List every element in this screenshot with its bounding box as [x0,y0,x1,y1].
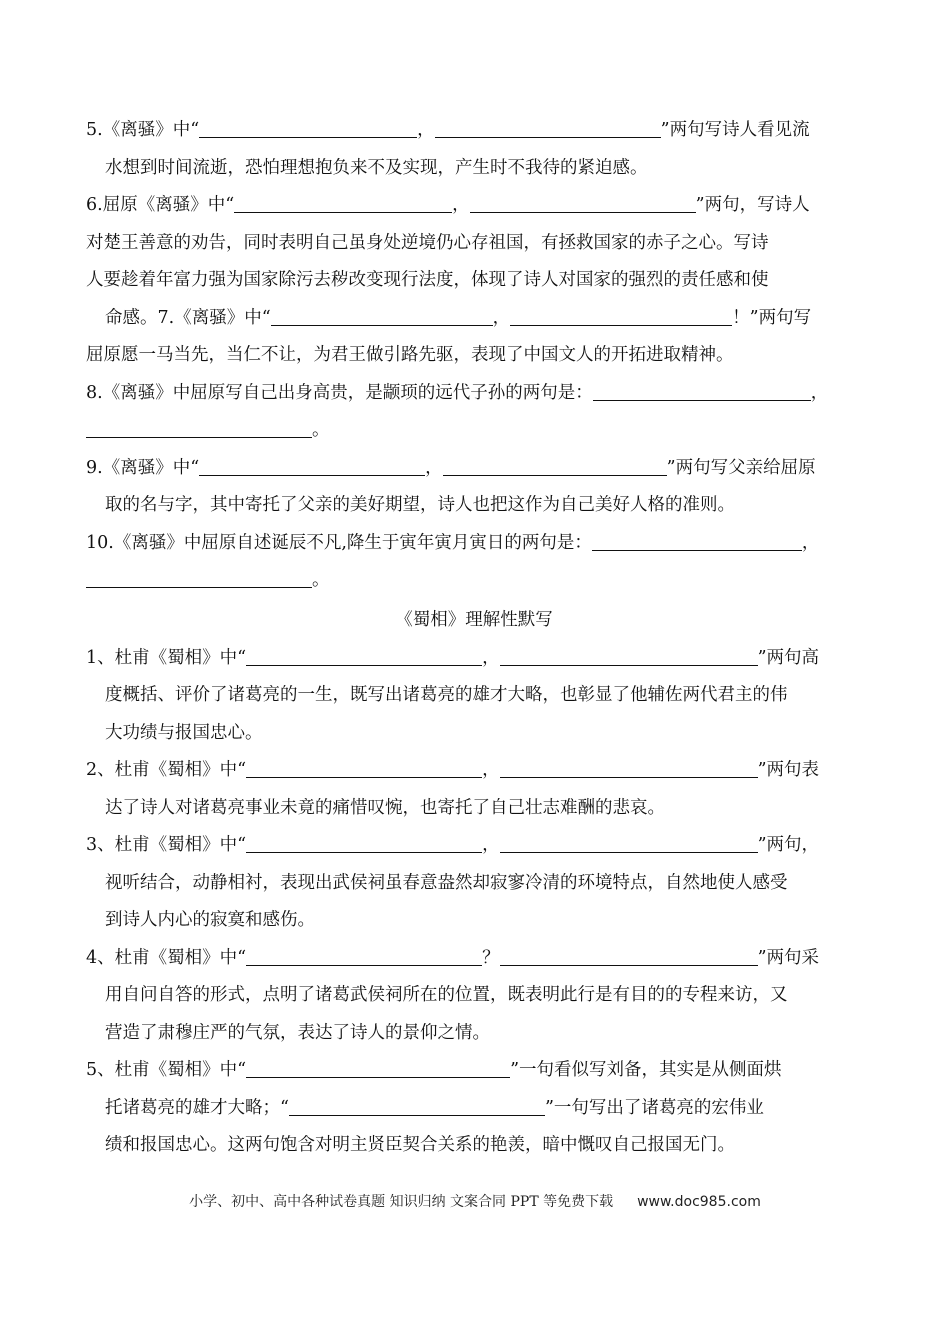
question-text: ”两句采 [757,947,820,968]
question-text: 度概括、评价了诸葛亮的一生，既写出诸葛亮的雄才大略，也彰显了他辅佐两代君主的伟 [105,685,788,705]
line [86,375,862,413]
question-text: ？ [482,947,500,968]
question-text: 人要趁着年富力强为国家除污去秽改变现行法度，体现了诗人对国家的强烈的责任感和使 [86,270,769,290]
answer-blank[interactable] [510,305,732,326]
question-text: 到诗人内心的寂寞和感伤。 [105,910,315,930]
question-text: 1、杜甫《蜀相》中“ [86,647,247,668]
question-text: ， [452,195,470,215]
line [86,300,862,338]
question-shuxiang-2 [86,752,862,827]
question-lisao-9 [86,450,862,525]
line [86,827,862,865]
line [86,640,862,678]
line [86,412,862,450]
answer-blank[interactable] [592,530,802,551]
answer-blank[interactable] [500,832,758,853]
question-text: ， [482,835,500,855]
question-text: ”两句表 [757,760,820,780]
line [86,450,862,488]
question-text: ”两句高 [757,647,820,668]
question-text: 。 [312,570,330,590]
question-text: 。 [312,420,330,440]
question-text: 4、杜甫《蜀相》中“ [86,947,247,968]
question-text: ， [810,382,829,403]
answer-blank[interactable] [443,455,667,476]
answer-blank[interactable] [246,832,482,853]
question-text: ”一句写出了诸葛亮的宏伟业 [544,1097,764,1118]
answer-blank[interactable] [246,1057,510,1078]
question-text: ， [482,647,500,668]
answer-blank[interactable] [86,567,312,588]
question-text: 8.《离骚》中屈原写自己出身高贵，是颛顼的远代子孙的两句是： [86,382,593,403]
question-text: ”两句，写诗人 [695,195,810,215]
page-footer [0,1190,950,1214]
answer-blank[interactable] [234,192,452,213]
answer-blank[interactable] [271,305,493,326]
question-text: 用自问自答的形式，点明了诸葛武侯祠所在的位置，既表明此行是有目的的专程来访，又 [105,985,788,1005]
question-shuxiang-4 [86,940,862,1053]
question-text: 10.《离骚》中屈原自述诞辰不凡,降生于寅年寅月寅日的两句是： [86,532,592,553]
question-shuxiang-5 [86,1052,862,1165]
line [86,562,862,600]
question-text: ， [417,120,435,140]
question-lisao-8 [86,375,862,450]
question-text: 达了诗人对诸葛亮事业未竟的痛惜叹惋，也寄托了自己壮志难酬的悲哀。 [105,797,665,818]
question-text: 9.《离骚》中“ [86,457,200,478]
question-text: 3、杜甫《蜀相》中“ [86,835,247,855]
question-text: 取的名与字，其中寄托了父亲的美好期望，诗人也把这作为自己美好人格的准则。 [105,495,735,515]
question-lisao-6 [86,187,862,375]
question-shuxiang-1 [86,640,862,753]
question-text: 2、杜甫《蜀相》中“ [86,760,247,780]
question-text: ！”两句写 [732,307,812,328]
line [86,112,862,150]
line [86,525,862,563]
question-text: ”两句， [757,835,820,855]
line [86,1090,862,1128]
question-text: 命感。7.《离骚》中“ [105,307,271,328]
line [86,940,862,978]
question-text: ”两句写诗人看见流 [660,120,810,140]
footer-site-link[interactable]: www.doc985.com [637,1194,761,1210]
question-text: ， [425,457,443,478]
question-text: 对楚王善意的劝告，同时表明自己虽身处逆境仍心存祖国，有拯救国家的赤子之心。写诗 [86,232,769,253]
document-content [86,112,862,1165]
answer-blank[interactable] [470,192,696,213]
question-text: ”一句看似写刘备，其实是从侧面烘 [510,1060,782,1080]
question-text: 5、杜甫《蜀相》中“ [86,1060,247,1080]
question-lisao-10 [86,525,862,600]
question-shuxiang-3 [86,827,862,940]
question-text: 视听结合，动静相衬，表现出武侯祠虽春意盎然却寂寥冷清的环境特点，自然地使人感受 [105,872,788,893]
question-text: 6.屈原《离骚》中“ [86,195,235,215]
question-text: 大功绩与报国忠心。 [105,722,263,743]
question-text: ， [801,532,820,553]
answer-blank[interactable] [500,757,758,778]
answer-blank[interactable] [199,455,425,476]
question-text: 水想到时间流逝，恐怕理想抱负来不及实现，产生时不我待的紧迫感。 [105,157,648,178]
answer-blank[interactable] [289,1095,545,1116]
line [86,752,862,790]
question-text: 绩和报国忠心。这两句饱含对明主贤臣契合关系的艳羡，暗中慨叹自己报国无门。 [105,1135,735,1155]
line [86,187,862,225]
footer-text: 小学、初中、高中各种试卷真题 知识归纳 文案合同 PPT 等免费下载 [189,1194,614,1210]
question-text: 托诸葛亮的雄才大略；“ [105,1097,289,1118]
question-lisao-5 [86,112,862,187]
question-text: ”两句写父亲给屈原 [666,457,816,478]
answer-blank[interactable] [500,645,758,666]
answer-blank[interactable] [246,645,482,666]
question-text: ， [492,307,511,328]
question-text: 屈原愿一马当先，当仁不让，为君王做引路先驱，表现了中国文人的开拓进取精神。 [86,345,734,365]
line [86,1052,862,1090]
question-text: ， [482,760,500,780]
question-text: 5.《离骚》中“ [86,120,200,140]
question-text: 营造了肃穆庄严的气氛，表达了诗人的景仰之情。 [105,1022,490,1043]
answer-blank[interactable] [246,945,482,966]
answer-blank[interactable] [199,117,417,138]
answer-blank[interactable] [593,380,811,401]
section-title: 《蜀相》理解性默写 [395,609,553,630]
answer-blank[interactable] [435,117,661,138]
answer-blank[interactable] [246,757,482,778]
answer-blank[interactable] [500,945,758,966]
answer-blank[interactable] [86,417,312,438]
